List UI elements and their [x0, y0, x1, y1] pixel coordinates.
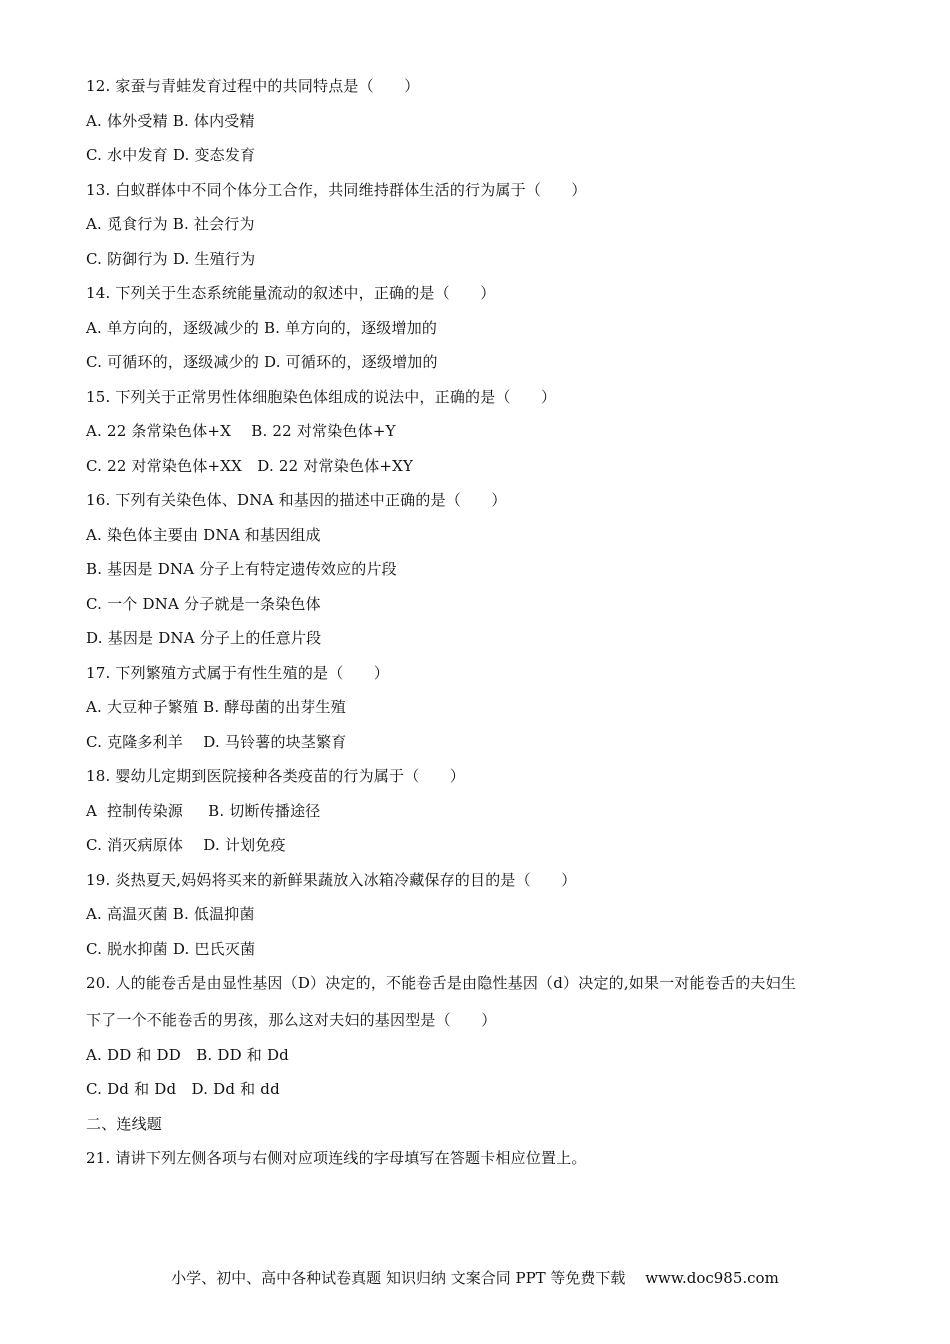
question-15-stem: 15. 下列关于正常男性体细胞染色体组成的说法中，正确的是（ ）	[86, 388, 557, 406]
question-16-option-b: B. 基因是 DNA 分子上有特定遗传效应的片段	[86, 560, 397, 578]
question-19-options-cd: C. 脱水抑菌 D. 巴氏灭菌	[86, 940, 256, 958]
question-16-option-d: D. 基因是 DNA 分子上的任意片段	[86, 629, 322, 647]
question-19-stem: 19. 炎热夏天,妈妈将买来的新鲜果蔬放入冰箱冷藏保存的目的是（ ）	[86, 871, 577, 889]
question-17-options-cd: C. 克隆多利羊 D. 马铃薯的块茎繁育	[86, 733, 347, 751]
question-12-stem: 12. 家蚕与青蛙发育过程中的共同特点是（ ）	[86, 77, 420, 95]
question-13-options-ab: A. 觅食行为 B. 社会行为	[86, 215, 255, 233]
question-18-stem: 18. 婴幼儿定期到医院接种各类疫苗的行为属于（ ）	[86, 767, 466, 785]
question-14-stem: 14. 下列关于生态系统能量流动的叙述中，正确的是（ ）	[86, 284, 496, 302]
question-19-options-ab: A. 高温灭菌 B. 低温抑菌	[86, 905, 255, 923]
section-heading-matching: 二、连线题	[86, 1115, 163, 1133]
question-14-options-ab: A. 单方向的，逐级减少的 B. 单方向的，逐级增加的	[86, 319, 438, 337]
question-20-options-cd: C. Dd 和 Dd D. Dd 和 dd	[86, 1080, 280, 1098]
question-12-options-ab: A. 体外受精 B. 体内受精	[86, 112, 255, 130]
question-16-option-a: A. 染色体主要由 DNA 和基因组成	[86, 526, 321, 544]
question-20-options-ab: A. DD 和 DD B. DD 和 Dd	[86, 1046, 289, 1064]
question-12-options-cd: C. 水中发育 D. 变态发育	[86, 146, 256, 164]
question-15-options-ab: A. 22 条常染色体+X B. 22 对常染色体+Y	[86, 422, 396, 440]
question-20-stem-line-2: 下了一个不能卷舌的男孩，那么这对夫妇的基因型是（ ）	[86, 1011, 497, 1029]
question-16-stem: 16. 下列有关染色体、DNA 和基因的描述中正确的是（ ）	[86, 491, 507, 509]
question-13-stem: 13. 白蚁群体中不同个体分工合作，共同维持群体生活的行为属于（ ）	[86, 181, 587, 199]
question-14-options-cd: C. 可循环的，逐级减少的 D. 可循环的，逐级增加的	[86, 353, 438, 371]
question-16-option-c: C. 一个 DNA 分子就是一条染色体	[86, 595, 321, 613]
question-17-stem: 17. 下列繁殖方式属于有性生殖的是（ ）	[86, 664, 390, 682]
question-18-options-cd: C. 消灭病原体 D. 计划免疫	[86, 836, 286, 854]
question-18-options-ab: A 控制传染源 B. 切断传播途径	[86, 802, 321, 820]
question-13-options-cd: C. 防御行为 D. 生殖行为	[86, 250, 256, 268]
question-20-stem-line-1: 20. 人的能卷舌是由显性基因（D）决定的，不能卷舌是由隐性基因（d）决定的,如果一对能卷舌的夫妇生	[86, 974, 797, 992]
question-21-stem: 21. 请讲下列左侧各项与右侧对应项连线的字母填写在答题卡相应位置上。	[86, 1149, 587, 1167]
question-15-options-cd: C. 22 对常染色体+XX D. 22 对常染色体+XY	[86, 457, 414, 475]
question-17-options-ab: A. 大豆种子繁殖 B. 酵母菌的出芽生殖	[86, 698, 346, 716]
page-footer: 小学、初中、高中各种试卷真题 知识归纳 文案合同 PPT 等免费下载 www.doc985.com	[171, 1269, 779, 1287]
